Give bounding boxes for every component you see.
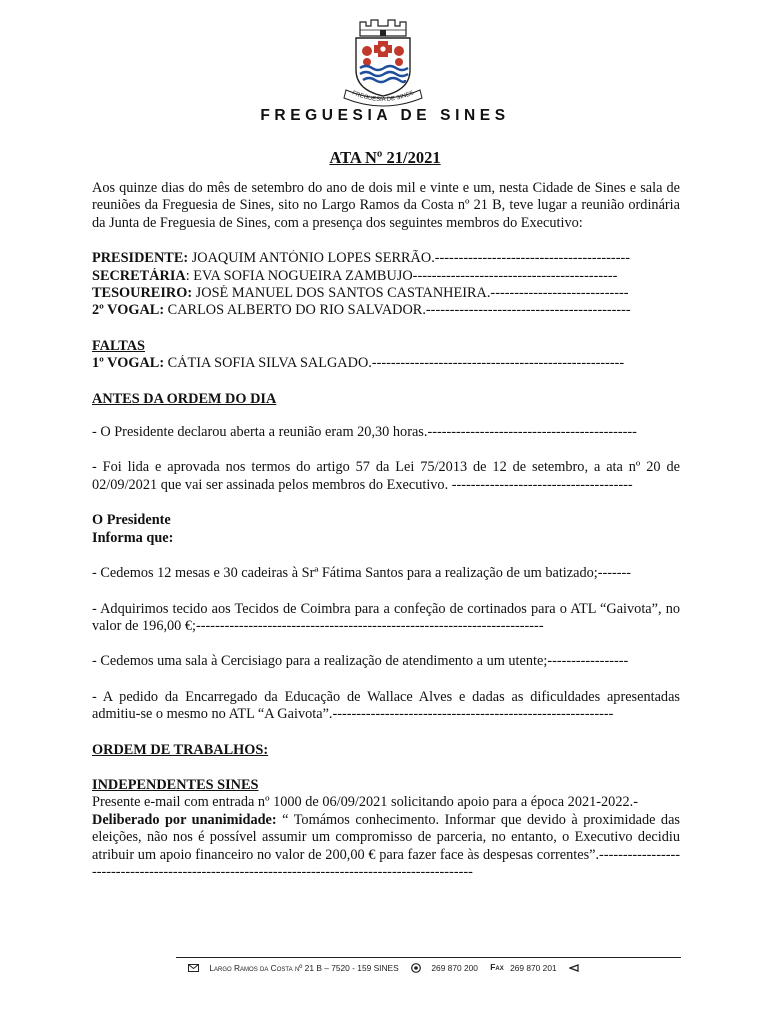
ordem-heading: ORDEM DE TRABALHOS: (92, 741, 269, 758)
member-president: PRESIDENTE: JOAQUIM ANTÓNIO LOPES SERRÃO.----------------------------------------- (92, 250, 630, 267)
absent-member: 1º VOGAL: CÁTIA SOFIA SILVA SALGADO.----------------------------------------------------- (92, 355, 625, 372)
informa-heading: Informa que: (92, 529, 174, 546)
minutes-body (92, 180, 680, 881)
organization-name: FREGUESIA DE SINES (260, 107, 510, 124)
footer-phone: 269 870 200 (431, 962, 478, 973)
footer (188, 962, 688, 973)
faltas-heading: FALTAS (92, 337, 145, 354)
footer-fax-label: Fax (490, 962, 504, 972)
deliberation-paragraph: Deliberado por unanimidade: “ Tomámos conhecimento. Informar que devido à proximidade das eleições, não nos é possível assumir um compromisso de parceria, no entanto, o Executivo decidiu atribuir um apoio financeiro no valor de 200,00 € para fazer face às despesas correntes”.------------------------------------------------------------------------------------------------- (92, 811, 680, 880)
member-treasurer: TESOUREIRO: JOSÉ MANUEL DOS SANTOS CASTANHEIRA.----------------------------- (92, 285, 629, 302)
informa-item: - Cedemos uma sala à Cercisiago para a realização de atendimento a um utente;----------------- (92, 653, 629, 670)
footer-divider (176, 957, 681, 958)
fax-icon (569, 964, 579, 972)
member-secretary: SECRETÁRIA: EVA SOFIA NOGUEIRA ZAMBUJO------------------------------------------- (92, 267, 618, 284)
antes-heading: ANTES DA ORDEM DO DIA (92, 390, 277, 407)
coat-of-arms-logo (338, 12, 428, 108)
member-second-vogal: 2º VOGAL: CARLOS ALBERTO DO RIO SALVADOR.------------------------------------------- (92, 302, 631, 319)
antes-item: - Foi lida e aprovada nos termos do artigo 57 da Lei 75/2013 de 12 de setembro, a ata nº 20 de 02/09/2021 que vai ser assinada pelos membros do Executivo. -------------------------------------- (92, 459, 680, 493)
informa-item: - Adquirimos tecido aos Tecidos de Coimbra para a confeção de cortinados para o ATL “Gaivota”, no valor de 196,00 €;------------------------------------------------------------------------- (92, 600, 680, 634)
crest-motto: FREGUESIA DE SINES (351, 90, 415, 104)
footer-address: Largo Ramos da Costa nº 21 B – 7520 - 159 SINES (209, 962, 399, 973)
independentes-heading: INDEPENDENTES SINES (92, 776, 259, 793)
footer-fax: 269 870 201 (510, 962, 557, 973)
informa-item: - A pedido da Encarregado da Educação de Wallace Alves e dadas as dificuldades apresentadas admitiu-se o mesmo no ATL “A Gaivota”.----------------------------------------------------------- (92, 688, 680, 723)
antes-item: - O Presidente declarou aberta a reunião eram 20,30 horas.-------------------------------------------- (92, 424, 637, 441)
envelope-icon (188, 964, 199, 972)
presidente-heading: O Presidente (92, 512, 171, 529)
document-title: ATA Nº 21/2021 (329, 148, 441, 167)
phone-icon (411, 963, 421, 973)
independentes-text: Presente e-mail com entrada nº 1000 de 06/09/2021 solicitando apoio para a época 2021-2022.- (92, 794, 638, 811)
informa-item: - Cedemos 12 mesas e 30 cadeiras à Srª Fátima Santos para a realização de um batizado;------- (92, 565, 632, 582)
intro-paragraph: Aos quinze dias do mês de setembro do ano de dois mil e vinte e um, nesta Cidade de Sines e sala de reuniões da Freguesia de Sines, sito no Largo Ramos da Costa nº 21 B, teve lugar a reunião ordinária da Junta de Freguesia de Sines, com a presença dos seguintes membros do Executivo: (92, 180, 680, 231)
